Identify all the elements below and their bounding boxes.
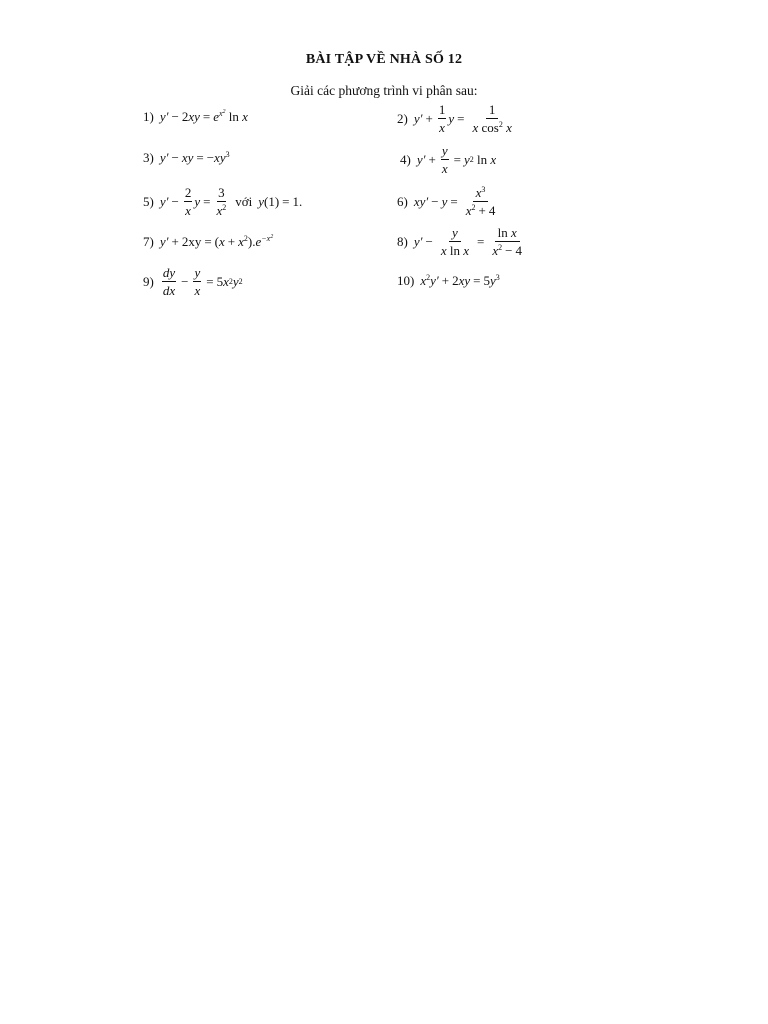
exercise-number: 8) <box>397 234 408 249</box>
exercise-10 <box>397 274 500 287</box>
exercise-8 <box>397 226 527 257</box>
page-subtitle: Giải các phương trình vi phân sau: <box>290 83 478 98</box>
exercise-7 <box>143 235 273 248</box>
equation: y′ − $\frac{2}{x}$ y = $\frac{3}{x^2}$ với y (1) = 1. <box>159 185 303 218</box>
exercise-number: 7) <box>143 234 154 249</box>
equation: y′ − $\frac{y}{\text{x ln x}}$ = $\frac{\text{ln x}}{x^2 - 4}$ <box>413 225 522 258</box>
exercise-4 <box>400 144 496 175</box>
exercise-number: 10) <box>397 273 415 288</box>
equation: y′ + $\frac{1}{x}$ y = $\frac{1}{x \cos^2 x}$ <box>413 102 512 135</box>
equation: $x^2y' + 2xy = 5y^3$ <box>420 273 500 288</box>
equation: $\frac{dy}{dx}$ − $\frac{y}{x}$ = 5 x 2 y 2 <box>162 265 243 298</box>
exercise-number: 3) <box>143 150 154 165</box>
equation: y′ − xy = $-xy^3$ <box>159 150 230 165</box>
exercise-5 <box>143 186 302 217</box>
equation: xy′ − y = $\frac{x^3}{x^2 + 4}$ <box>413 185 496 218</box>
condition-word: với <box>235 194 253 209</box>
exercise-2 <box>397 103 517 134</box>
exercise-number: 1) <box>143 109 154 124</box>
equation: y′ + $\frac{y}{x}$ = y 2 ln x <box>416 143 497 176</box>
equation: $y' - 2xy = e^{x^2}$ ln x <box>159 109 248 124</box>
exercise-6 <box>397 186 500 217</box>
exercise-number: 6) <box>397 194 408 209</box>
exercise-number: 4) <box>400 152 411 167</box>
equation: $y' + 2xy = (x + x^2).e^{-x^2}$ <box>159 234 274 249</box>
exercise-number: 9) <box>143 274 154 289</box>
exercise-number: 5) <box>143 194 154 209</box>
exercise-9 <box>143 266 243 297</box>
exercise-3 <box>143 151 230 164</box>
exercise-1 <box>143 110 248 123</box>
exercise-number: 2) <box>397 111 408 126</box>
page-title: BÀI TẬP VỀ NHÀ SỐ 12 <box>305 52 463 67</box>
